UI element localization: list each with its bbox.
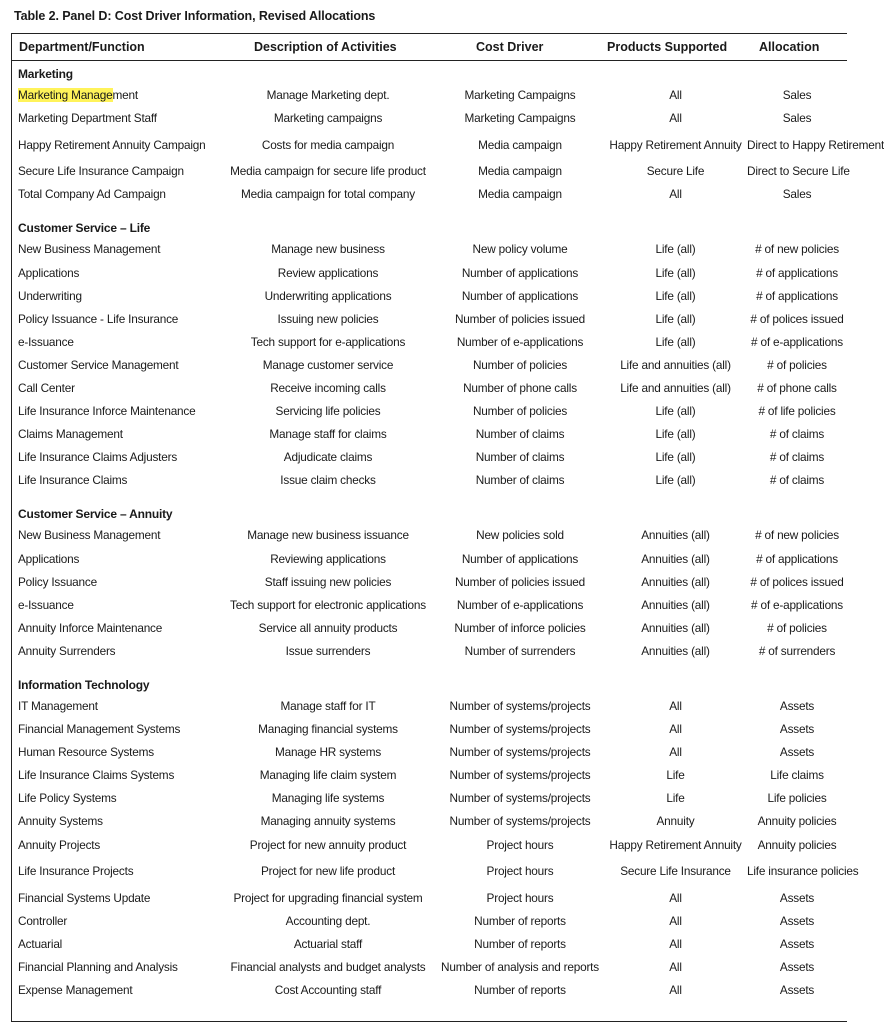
cell-description: Costs for media campaign [261,137,395,152]
table-row [13,956,847,979]
cell-cost-driver: Number of policies [472,357,568,372]
cell-department: Call Center [18,380,75,395]
cell-description: Manage HR systems [274,745,382,760]
cell-department: New Business Management [18,528,161,543]
cell-cost-driver: Number of policies issued [454,311,586,326]
cell-products-supported: Secure Life Insurance [620,864,731,879]
cell-cost-driver: Number of policies [472,404,568,419]
cell-allocation: Assets [779,722,815,737]
cell-cost-driver: Number of e-applications [456,597,584,612]
cell-description: Managing life systems [271,791,385,806]
cell-products-supported: All [669,745,682,760]
cell-department: Annuity Systems [18,814,103,829]
cell-allocation: Assets [779,936,815,951]
cell-cost-driver: Media campaign [478,164,562,179]
cell-allocation: # of polices issued [750,574,844,589]
cell-products-supported: All [669,88,682,103]
cell-products-supported: Life (all) [655,473,696,488]
section-heading-row [13,673,847,695]
section-spacer [13,206,847,216]
table-row [13,130,847,160]
cell-products-supported: Happy Retirement Annuity [609,837,742,852]
cell-cost-driver: Number of phone calls [463,380,577,395]
cell-allocation: Sales [782,111,812,126]
section-heading: Information Technology [18,677,150,692]
cell-department: Annuity Projects [18,837,101,852]
cell-cost-driver: Media campaign [478,187,562,202]
table-row [13,331,847,354]
section-heading: Customer Service – Annuity [18,507,173,522]
cell-allocation: # of policies [767,620,827,635]
table-row [13,160,847,183]
cell-allocation: Sales [782,187,812,202]
cell-department: Applications [18,265,80,280]
cell-description: Tech support for electronic applications [230,597,426,612]
cell-cost-driver: Project hours [486,890,554,905]
cell-description: Review applications [277,265,379,280]
cell-description: Financial analysts and budget analysts [230,959,426,974]
cell-products-supported: Annuities (all) [641,574,710,589]
cell-description: Adjudicate claims [283,450,373,465]
cell-department: Life Insurance Claims [18,473,128,488]
section-heading: Customer Service – Life [18,221,151,236]
table-row [13,84,847,107]
table-row [13,446,847,469]
cell-products-supported: Life (all) [655,450,696,465]
header-cost-driver: Cost Driver [476,40,544,54]
cell-allocation: Assets [779,913,815,928]
cell-description: Issuing new policies [277,311,379,326]
cell-products-supported: Annuities (all) [641,597,710,612]
cell-products-supported: Life [666,768,685,783]
cell-description: Cost Accounting staff [274,983,382,998]
cell-allocation: Life claims [770,768,824,783]
header-products-supported: Products Supported [607,40,728,54]
cell-department: Happy Retirement Annuity Campaign [18,137,206,152]
table-row [13,524,847,547]
cell-description: Issue surrenders [285,643,371,658]
cell-products-supported: Secure Life [646,164,705,179]
cell-department: Financial Systems Update [18,890,151,905]
section-heading-row [13,62,847,84]
cell-cost-driver: Number of surrenders [464,643,576,658]
cell-cost-driver: Marketing Campaigns [464,88,576,103]
cell-description: Project for new annuity product [249,837,407,852]
cell-department [13,84,220,107]
section-heading-row [13,216,847,238]
cell-allocation: # of phone calls [757,380,837,395]
cell-description: Media campaign for total company [241,187,415,202]
cell-cost-driver: Number of analysis and reports [441,959,599,974]
cell-description: Manage new business [271,242,385,257]
table-row [13,887,847,910]
cell-department: Marketing Department Staff [18,111,157,126]
cell-description: Manage customer service [262,357,394,372]
section-spacer [13,663,847,673]
cell-allocation: Assets [779,983,815,998]
table-row [13,910,847,933]
cell-allocation: Annuity policies [757,814,837,829]
cell-products-supported: All [669,936,682,951]
cell-products-supported: Annuities (all) [641,620,710,635]
table-row [13,695,847,718]
cell-cost-driver: Number of claims [475,427,565,442]
cell-products-supported: Annuities (all) [641,528,710,543]
table-row [13,469,847,492]
cell-department: Underwriting [18,288,82,303]
cell-products-supported: Life [666,791,685,806]
cell-description: Servicing life policies [275,404,381,419]
cell-cost-driver: Number of applications [461,265,579,280]
cell-department: Life Policy Systems [18,791,117,806]
cell-description: Reviewing applications [270,551,386,566]
cell-department: Annuity Inforce Maintenance [18,620,163,635]
table-title: Table 2. Panel D: Cost Driver Information, Revised Allocations [14,9,376,23]
cell-products-supported: Life (all) [655,288,696,303]
cell-description: Manage staff for claims [269,427,387,442]
cell-allocation: # of applications [756,265,838,280]
cell-cost-driver: Number of systems/projects [449,699,591,714]
cell-products-supported: Happy Retirement Annuity [609,137,742,152]
header-allocation: Allocation [759,40,820,54]
section-heading: Marketing [18,67,73,81]
cell-products-supported: All [669,959,682,974]
top-rule [11,33,847,34]
cell-department: Financial Planning and Analysis [18,959,178,974]
cell-department: Expense Management [18,983,133,998]
table-row [13,787,847,810]
cell-department: Applications [18,551,80,566]
cell-products-supported: Annuity [656,814,695,829]
cell-department: Financial Management Systems [18,722,181,737]
cell-cost-driver: New policy volume [472,242,568,257]
table-row [13,933,847,956]
cell-description: Project for new life product [260,864,396,879]
cell-products-supported: All [669,890,682,905]
cell-department: Claims Management [18,427,123,442]
cell-allocation: # of life policies [758,404,836,419]
cell-products-supported: Life (all) [655,427,696,442]
cell-products-supported: Life and annuities (all) [620,380,731,395]
table-row [13,400,847,423]
highlighted-text: Marketing Manage [18,88,113,103]
cell-cost-driver: Number of reports [474,983,566,998]
cell-description: Project for upgrading financial system [233,890,423,905]
cell-cost-driver: Number of inforce policies [454,620,586,635]
cell-department: Annuity Surrenders [18,643,116,658]
cell-department: Secure Life Insurance Campaign [18,164,184,179]
table-row [13,741,847,764]
cell-description: Media campaign for secure life product [230,164,426,179]
table-row [13,764,847,787]
cell-department: Policy Issuance - Life Insurance [18,311,179,326]
cell-description: Managing annuity systems [260,814,396,829]
cell-products-supported: All [669,983,682,998]
cell-products-supported: All [669,699,682,714]
cell-description: Underwriting applications [264,288,392,303]
table-row [13,594,847,617]
table-row [13,617,847,640]
cell-allocation: # of polices issued [750,311,844,326]
section-heading-row [13,502,847,524]
cell-allocation: # of surrenders [758,643,836,658]
cell-allocation: # of claims [769,450,825,465]
cell-products-supported: All [669,722,682,737]
table-row [13,354,847,377]
cell-department: e-Issuance [18,334,74,349]
cell-description: Managing financial systems [258,722,398,737]
table-body [13,62,884,1002]
cell-cost-driver: Number of systems/projects [449,745,591,760]
table-row [13,107,847,130]
cell-cost-driver: Project hours [486,837,554,852]
cell-allocation: # of applications [756,551,838,566]
cell-description: Actuarial staff [293,936,363,951]
cell-allocation: # of new policies [755,528,839,543]
cell-cost-driver: Number of systems/projects [449,791,591,806]
cell-allocation: Assets [779,699,815,714]
cell-allocation: # of e-applications [751,597,843,612]
cell-department: Life Insurance Inforce Maintenance [18,404,196,419]
cell-products-supported: Life and annuities (all) [620,357,731,372]
header-description-of-activities: Description of Activities [254,40,397,54]
cell-department: e-Issuance [18,597,74,612]
department-text-rest: ment [112,88,138,103]
table-row [13,979,847,1002]
cell-department: IT Management [18,699,98,714]
cell-department: Life Insurance Projects [18,864,134,879]
cell-description: Managing life claim system [259,768,397,783]
cell-department: Customer Service Management [18,357,179,372]
cell-cost-driver: Number of claims [475,450,565,465]
cell-allocation: Life policies [767,791,827,806]
cell-department: Human Resource Systems [18,745,154,760]
cell-department: Actuarial [18,936,63,951]
header-rule [11,60,847,61]
cell-allocation: # of new policies [755,242,839,257]
table-row [13,261,847,284]
cell-allocation: Assets [779,890,815,905]
cell-allocation: Life insurance policies [747,864,859,879]
cell-cost-driver: Project hours [486,864,554,879]
cell-cost-driver: Number of e-applications [456,334,584,349]
cell-description: Manage Marketing dept. [266,88,390,103]
cell-cost-driver: Marketing Campaigns [464,111,576,126]
cell-description: Manage staff for IT [280,699,376,714]
header-department-function: Department/Function [19,40,145,54]
cell-department: Life Insurance Claims Adjusters [18,450,178,465]
cell-products-supported: Life (all) [655,334,696,349]
bottom-rule [11,1021,847,1022]
table-row [13,834,847,857]
cell-products-supported: All [669,111,682,126]
cell-cost-driver: Number of reports [474,913,566,928]
table-row [13,857,847,887]
table-row [13,640,847,663]
cell-products-supported: Life (all) [655,311,696,326]
left-rule [11,33,12,1021]
cell-allocation: # of applications [756,288,838,303]
cell-allocation: Annuity policies [757,837,837,852]
cell-cost-driver: Number of applications [461,288,579,303]
table-row [13,718,847,741]
cell-department: Controller [18,913,68,928]
cell-allocation: Assets [779,745,815,760]
section-spacer [13,492,847,502]
cell-cost-driver: Number of reports [474,936,566,951]
cell-allocation: Assets [779,959,815,974]
cell-department: Policy Issuance [18,574,97,589]
cell-description: Receive incoming calls [270,380,386,395]
cell-products-supported: All [669,187,682,202]
cell-products-supported: All [669,913,682,928]
cell-cost-driver: Number of claims [475,473,565,488]
cell-products-supported: Annuities (all) [641,551,710,566]
cell-description: Issue claim checks [280,473,376,488]
cell-description: Manage new business issuance [247,528,409,543]
table-row [13,285,847,308]
cell-cost-driver: New policies sold [476,528,564,543]
cell-cost-driver: Media campaign [478,137,562,152]
table-row [13,571,847,594]
cell-description: Marketing campaigns [273,111,383,126]
table-row [13,183,847,206]
cell-cost-driver: Number of systems/projects [449,814,591,829]
cell-products-supported: Life (all) [655,242,696,257]
table-row [13,377,847,400]
cell-department: Life Insurance Claims Systems [18,768,175,783]
cell-products-supported: Life (all) [655,265,696,280]
cell-description: Accounting dept. [285,913,371,928]
cell-allocation: # of policies [767,357,827,372]
table-row [13,810,847,833]
table-row [13,308,847,331]
cell-cost-driver: Number of policies issued [454,574,586,589]
cell-products-supported: Life (all) [655,404,696,419]
cell-allocation: # of e-applications [751,334,843,349]
table-row [13,548,847,571]
cell-allocation: Direct to Secure Life [747,164,850,179]
cell-department: Total Company Ad Campaign [18,187,166,202]
cost-driver-table [13,62,884,1002]
table-row [13,238,847,261]
cell-cost-driver: Number of systems/projects [449,768,591,783]
table-row [13,423,847,446]
cell-allocation: Direct to Happy Retirement [747,137,884,152]
cell-products-supported: Annuities (all) [641,643,710,658]
cell-description: Service all annuity products [258,620,398,635]
cell-department: New Business Management [18,242,161,257]
cell-allocation: # of claims [769,427,825,442]
cell-allocation: Sales [782,88,812,103]
cell-allocation: # of claims [769,473,825,488]
cell-cost-driver: Number of applications [461,551,579,566]
cell-cost-driver: Number of systems/projects [449,722,591,737]
cell-description: Staff issuing new policies [264,574,392,589]
cell-description: Tech support for e-applications [250,334,406,349]
